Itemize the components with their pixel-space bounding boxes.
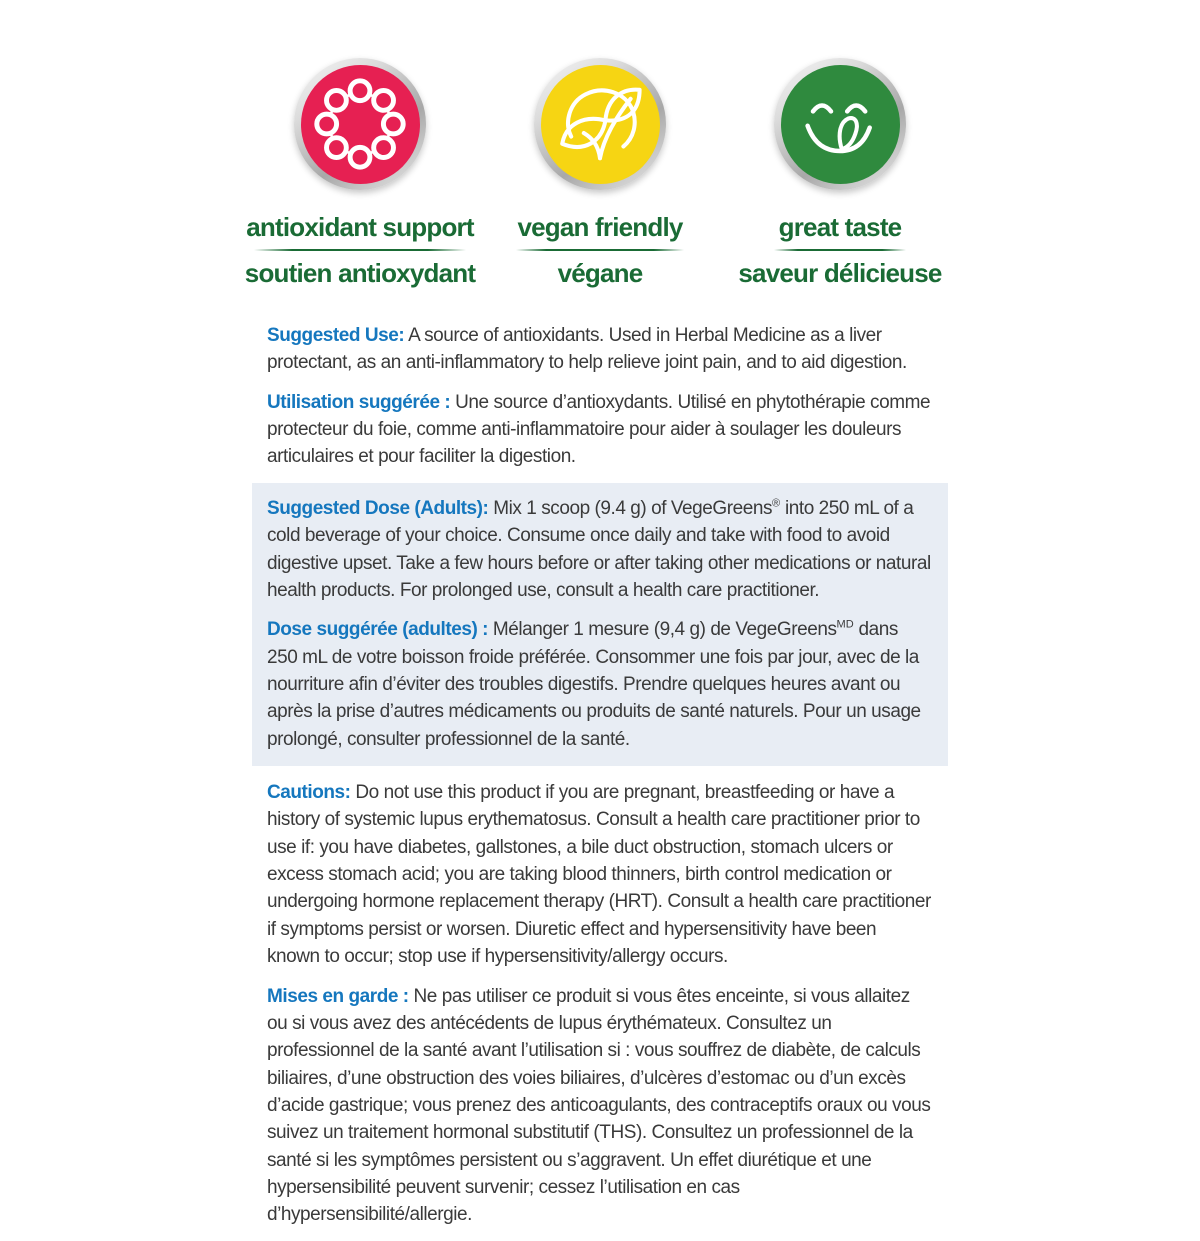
mises-en-garde-paragraph xyxy=(267,983,933,1229)
badge-label-fr: saveur délicieuse xyxy=(738,258,942,288)
badge-label-en: vegan friendly xyxy=(517,212,683,242)
cautions-heading: Cautions: xyxy=(267,782,351,804)
label-text-panel xyxy=(267,322,933,1241)
badge-label-fr: végane xyxy=(557,258,643,288)
suggested-use-paragraph xyxy=(267,322,933,377)
badge-label-en: great taste xyxy=(778,212,902,242)
badge-label-fr: soutien antioxydant xyxy=(244,258,476,288)
suggested-dose-en-body: Mix 1 scoop (9.4 g) of VegeGreens® into 250 mL of a cold beverage of your choice. Consume once daily and take with food to avoid digestive upset. Take a few hours before or after taking other medications or natural health products. For prolonged use, consult a health care practitioner. xyxy=(267,497,931,601)
suggested-dose-fr-heading: Dose suggérée (adultes) : xyxy=(267,619,489,641)
badge-silver-ring xyxy=(774,58,906,190)
mises-en-garde-body: Ne pas utiliser ce produit si vous êtes enceinte, si vous allaitez ou si vous avez des antécédents de lupus érythémateux. Consultez un professionnel de la santé avant l’utilisation si : vous souffrez de diabète, de calculs biliaires, d’une obstruction des voies biliaires, d’ulcères d’estomac ou d’un excès d’acide gastrique; vous prenez des anticoagulants, des contraceptifs oraux ou vous suivez un traitement hormonal substitutif (THS). Consultez un professionnel de la santé si les symptômes persistent ou s’aggravent. Un effet diurétique et une hypersensibilité peuvent survenir; cessez l’utilisation en cas d’hypersensibilité/allergie. xyxy=(267,985,931,1226)
badge-antioxidant xyxy=(240,58,480,286)
suggested-dose-box xyxy=(252,483,948,766)
badge-label-divider xyxy=(254,249,466,251)
mises-en-garde-heading: Mises en garde : xyxy=(267,985,409,1007)
cautions-body: Do not use this product if you are pregnant, breastfeeding or have a history of systemic lupus erythematosus. Consult a health care practitioner prior to use if: you have diabetes, gallstones, a bile duct obstruction, stomach ulcers or excess stomach acid; you are taking blood thinners, birth control medication or undergoing hormone replacement therapy (HRT). Consult a health care practitioner if symptoms persist or worsen. Diuretic effect and hypersensitivity have been known to occur; stop use if hypersensitivity/allergy occurs. xyxy=(267,782,931,968)
badge-vegan xyxy=(480,58,720,286)
suggested-dose-fr-body: Mélanger 1 mesure (9,4 g) de VegeGreens$^{MD}$ dans 250 mL de votre boisson froide préférée. Consommer une fois par jour, avec de la nourriture afin d’éviter des troubles digestifs. Prendre quelques heures avant ou après la prise d’autres médicaments ou produits de santé naturels. Pour un usage prolongé, consulter professionnel de la santé. xyxy=(267,618,921,750)
suggested-dose-fr-paragraph xyxy=(267,616,932,753)
vegan-leaf-icon xyxy=(541,65,660,184)
suggested-use-heading: Suggested Use: xyxy=(267,325,405,346)
suggested-dose-en-heading: Suggested Dose (Adults): xyxy=(267,497,489,519)
suggested-dose-en-paragraph xyxy=(267,495,932,604)
badge-great-taste xyxy=(720,58,960,286)
badge-label-divider xyxy=(774,249,906,251)
badge-silver-ring xyxy=(534,58,666,190)
cautions-paragraph xyxy=(267,779,933,971)
utilisation-suggeree-paragraph xyxy=(267,389,933,471)
utilisation-suggeree-body: Une source d’antioxydants. Utilisé en phytothérapie comme protecteur du foie, comme anti-inflammatoire pour aider à soulager les douleurs articulaires et pour faciliter la digestion. xyxy=(267,391,931,468)
benefit-badges-row xyxy=(240,58,960,286)
yummy-face-icon xyxy=(781,65,900,184)
utilisation-suggeree-heading: Utilisation suggérée : xyxy=(267,391,451,413)
badge-label-divider xyxy=(516,249,684,251)
badge-silver-ring xyxy=(294,58,426,190)
badge-label-en: antioxidant support xyxy=(246,212,474,242)
molecule-icon xyxy=(301,65,420,184)
suggested-use-body: A source of antioxidants. Used in Herbal Medicine as a liver protectant, as an anti-inflammatory to help relieve joint pain, and to aid digestion. xyxy=(267,325,907,374)
